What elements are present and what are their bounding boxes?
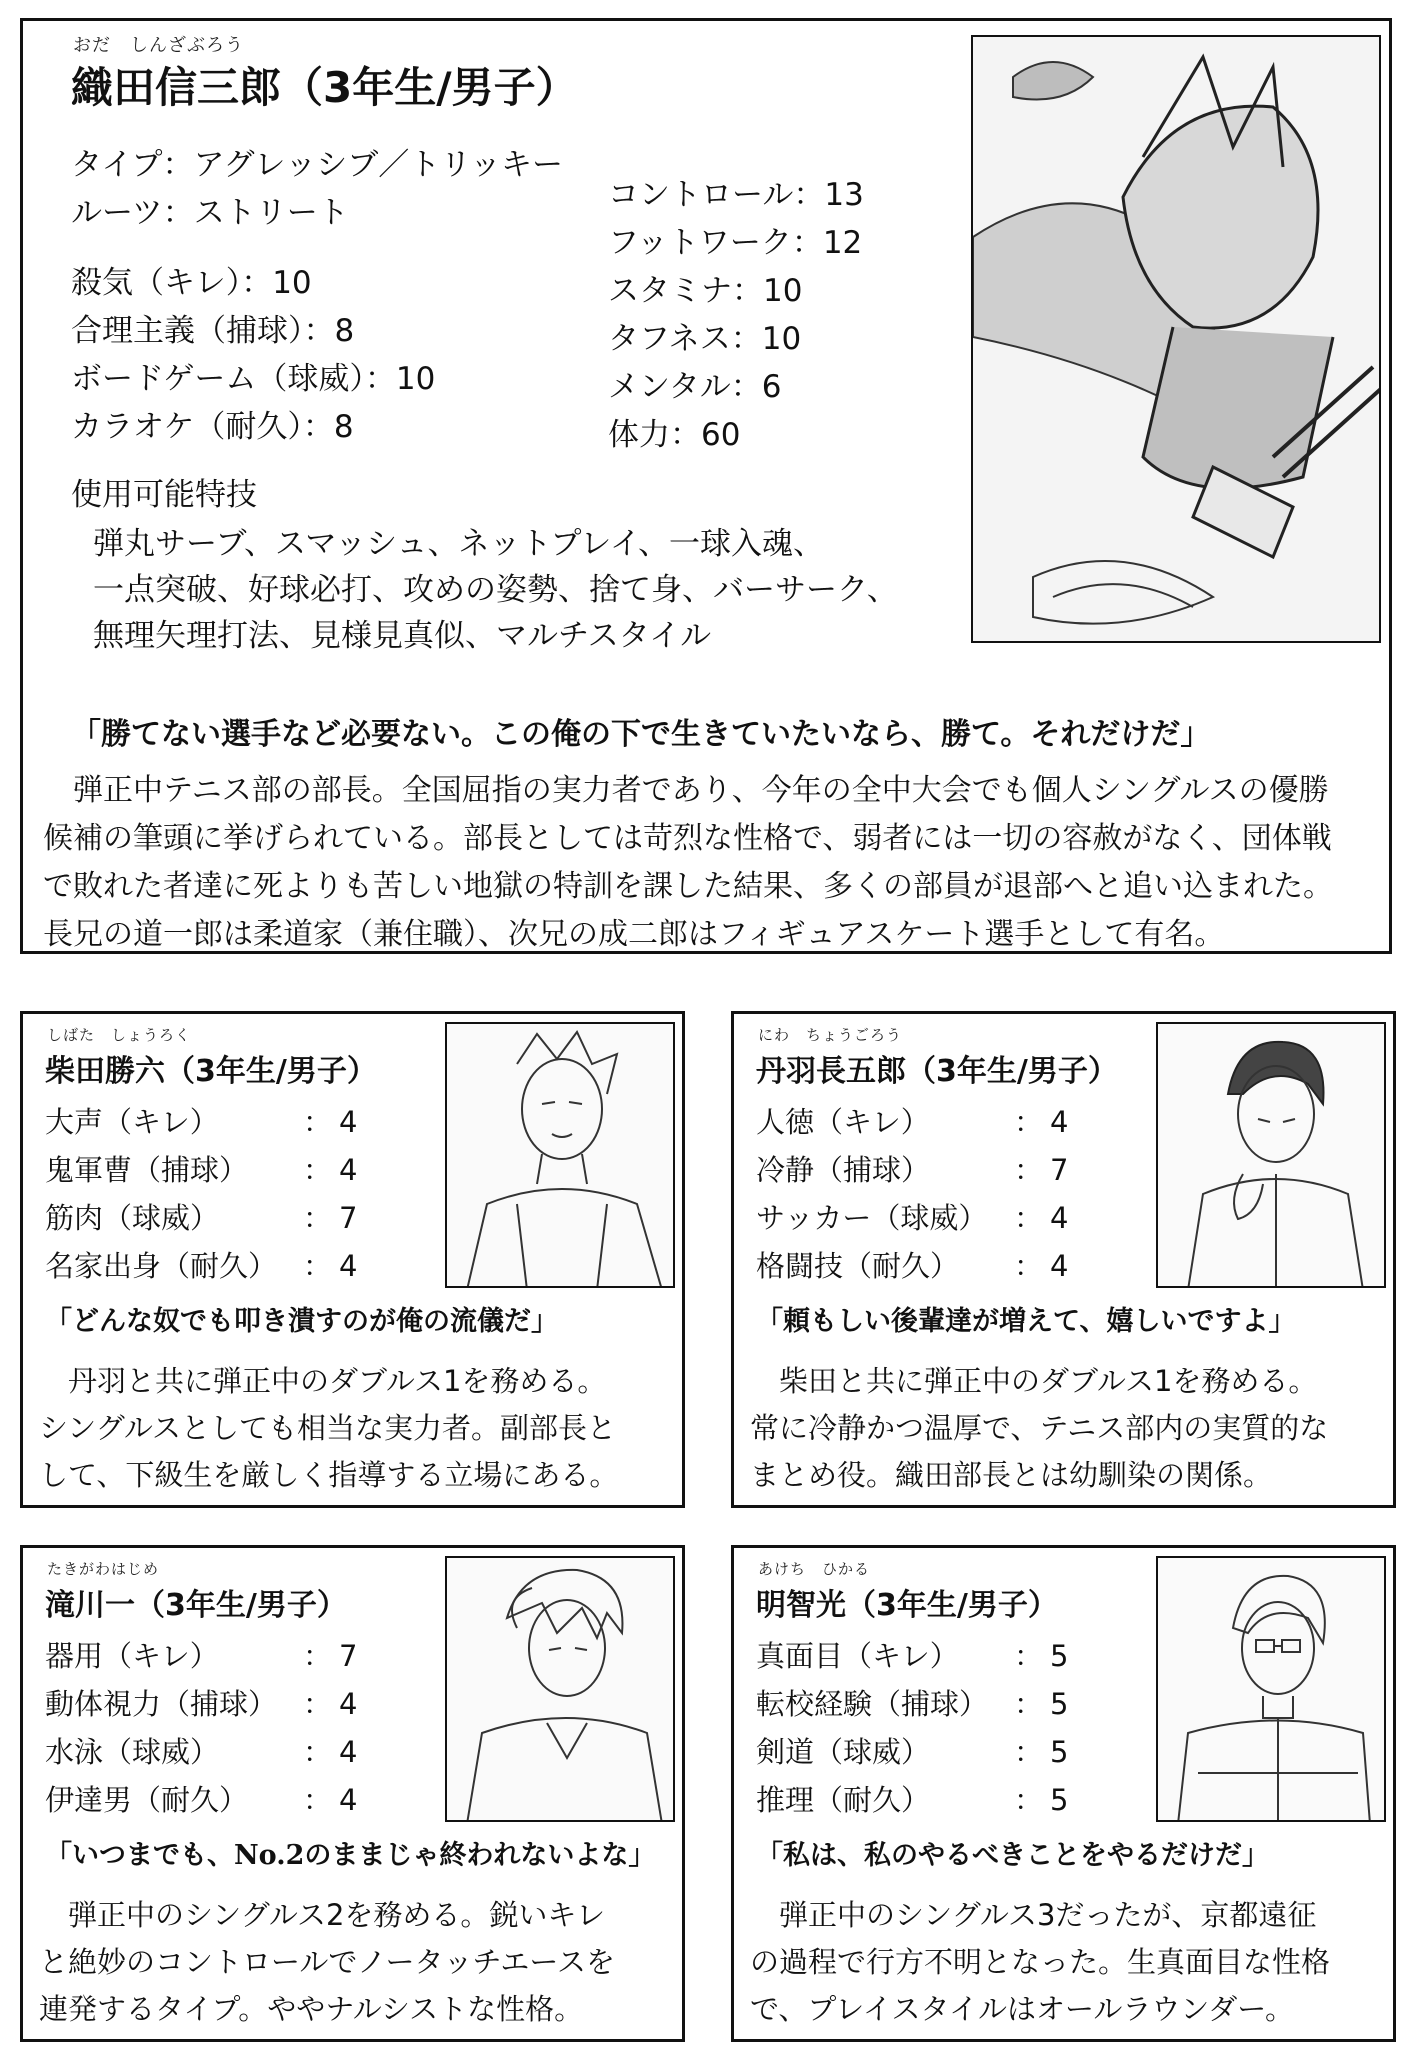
stat-row [756,1728,1068,1776]
name-ruby: あけち ひかる [758,1560,871,1578]
stat-separator: ： [1014,1639,1044,1673]
stat-value: 4 [1050,1249,1069,1283]
character-quote: 「頼もしい後輩達が増えて、嬉しいですよ」 [756,1306,1296,1337]
stat-list [756,1098,1068,1290]
stat-label: 水泳（球威） [45,1735,220,1769]
description-line: 丹羽と共に弾正中のダブルス1を務める。 [39,1364,607,1398]
main-profile-box [20,18,1392,954]
stat-value: 4 [339,1735,358,1769]
stat-value: 5 [1050,1783,1069,1817]
description-line: の過程で行方不明となった。生真面目な性格 [750,1945,1331,1979]
stat-label: 剣道（球威） [756,1735,931,1769]
stat-label: 鬼軍曹（捕球） [45,1153,249,1187]
description-line: で敗れた者達に死よりも苦しい地獄の特訓を課した結果、多くの部員が退部へと追い込まれた。 [43,869,1333,904]
stat-separator: ： [1014,1105,1044,1139]
description-line: まとめ役。織田部長とは幼馴染の関係。 [750,1458,1273,1492]
character-name: 滝川一（3年生/男子） [45,1588,347,1623]
stat-row [756,1680,1068,1728]
stat-label: 伊達男（耐久） [45,1783,249,1817]
stat-value: 4 [339,1105,358,1139]
stat-separator: ： [1014,1249,1044,1283]
stats-left [71,141,563,451]
stat-separator: ： [1014,1201,1044,1235]
main-description [43,767,1373,959]
stat-row [756,1098,1068,1146]
character-card [731,1545,1396,2042]
character-card [20,1545,685,2042]
stat-value: 7 [1050,1153,1069,1187]
character-quote: 「いつまでも、No.2のままじゃ終われないよな」 [45,1840,656,1871]
character-illustration [445,1022,675,1288]
stat-label: 名家出身（耐久） [45,1249,278,1283]
stat-label: 動体視力（捕球） [45,1687,278,1721]
stat-line: タフネス：10 [608,321,802,357]
stat-list [756,1632,1068,1824]
stat-list [45,1098,357,1290]
description-line: 連発するタイプ。ややナルシストな性格。 [39,1992,584,2026]
stat-label: 冷静（捕球） [756,1153,931,1187]
stat-separator: ： [303,1249,333,1283]
character-illustration [1156,1022,1386,1288]
type-stat: タイプ：アグレッシブ／トリッキー [71,147,563,183]
character-description [39,1358,675,1499]
stat-row [45,1098,357,1146]
stat-separator: ： [303,1783,333,1817]
description-line: シングルスとしても相当な実力者。副部長と [39,1411,616,1445]
stat-line: フットワーク：12 [608,225,863,261]
stat-value: 4 [1050,1201,1069,1235]
stat-value: 4 [339,1153,358,1187]
character-card [731,1011,1396,1508]
stat-label: 人徳（キレ） [756,1105,930,1139]
stat-separator: ： [303,1201,333,1235]
skills-line: 弾丸サーブ、スマッシュ、ネットプレイ、一球入魂、 [93,526,824,562]
stat-separator: ： [1014,1687,1044,1721]
stat-value: 4 [339,1249,358,1283]
stat-separator: ： [303,1153,333,1187]
stat-row [45,1680,357,1728]
description-line: 弾正中テニス部の部長。全国屈指の実力者であり、今年の全中大会でも個人シングルスの優勝 [43,773,1329,808]
stat-separator: ： [303,1687,333,1721]
stat-value: 4 [339,1783,358,1817]
stat-row [45,1776,357,1824]
name-ruby: おだ しんざぶろう [73,35,244,56]
stat-value: 5 [1050,1639,1069,1673]
stat-row [45,1194,357,1242]
stat-line: 体力：60 [608,417,741,453]
stat-label: 転校経験（捕球） [756,1687,989,1721]
stat-value: 5 [1050,1687,1069,1721]
stat-label: 器用（キレ） [45,1639,219,1673]
stat-row [756,1776,1068,1824]
stat-label: 真面目（キレ） [756,1639,959,1673]
skills-line: 一点突破、好球必打、攻めの姿勢、捨て身、バーサーク、 [93,572,898,608]
stat-separator: ： [303,1639,333,1673]
stat-row [45,1728,357,1776]
stat-label: 大声（キレ） [45,1105,219,1139]
main-quote: 「勝てない選手など必要ない。この俺の下で生きていたいなら、勝て。それだけだ」 [71,717,1211,752]
stat-row [756,1146,1068,1194]
character-name: 丹羽長五郎（3年生/男子） [756,1054,1118,1089]
description-line: 弾正中のシングルス2を務める。鋭いキレ [39,1898,606,1932]
stat-label: サッカー（球威） [756,1201,988,1235]
stat-line: 合理主義（捕球）：8 [71,313,355,349]
character-name: 明智光（3年生/男子） [756,1588,1058,1623]
description-line: 長兄の道一郎は柔道家（兼住職）、次兄の成二郎はフィギュアスケート選手として有名。 [43,917,1225,952]
character-quote: 「どんな奴でも叩き潰すのが俺の流儀だ」 [45,1306,558,1337]
stat-line: カラオケ（耐久）：8 [71,409,354,445]
character-name: 柴田勝六（3年生/男子） [45,1054,377,1089]
stat-value: 4 [1050,1105,1069,1139]
stat-value: 4 [339,1687,358,1721]
stat-list [45,1632,357,1824]
stat-row [45,1632,357,1680]
character-quote: 「私は、私のやるべきことをやるだけだ」 [756,1840,1269,1871]
stat-row [45,1146,357,1194]
character-description [750,1892,1386,2033]
roots-stat: ルーツ：ストリート [71,195,349,231]
description-line: で、プレイスタイルはオールラウンダー。 [750,1992,1295,2026]
character-illustration [1156,1556,1386,1822]
character-illustration [445,1556,675,1822]
stat-line: スタミナ：10 [608,273,803,309]
character-description [39,1892,675,2033]
description-line: 常に冷静かつ温厚で、テニス部内の実質的な [750,1411,1329,1445]
stat-label: 格闘技（耐久） [756,1249,960,1283]
stat-row [756,1632,1068,1680]
stat-separator: ： [1014,1783,1044,1817]
stat-separator: ： [303,1735,333,1769]
description-line: して、下級生を厳しく指導する立場にある。 [39,1458,619,1492]
stat-line: メンタル：6 [608,369,782,405]
skills-title: 使用可能特技 [71,477,257,513]
stat-line: 殺気（キレ）：10 [71,265,312,301]
stat-line: ボードゲーム（球威）：10 [71,361,436,397]
stat-separator: ： [303,1105,333,1139]
skills-list [93,521,898,659]
stat-value: 7 [339,1201,358,1235]
character-name: 織田信三郎（3年生/男子） [71,63,578,112]
stat-row [756,1242,1068,1290]
stat-row [756,1194,1068,1242]
description-line: 柴田と共に弾正中のダブルス1を務める。 [750,1364,1318,1398]
stat-value: 7 [339,1639,358,1673]
name-ruby: にわ ちょうごろう [758,1026,903,1044]
stat-line: コントロール：13 [608,177,864,213]
name-ruby: たきがわはじめ [47,1560,160,1578]
skills-line: 無理矢理打法、見様見真似、マルチスタイル [93,618,712,654]
character-description [750,1358,1386,1499]
description-line: 弾正中のシングルス3だったが、京都遠征 [750,1898,1317,1932]
stat-row [45,1242,357,1290]
stat-separator: ： [1014,1153,1044,1187]
name-ruby: しばた しょうろく [47,1026,192,1044]
description-line: 候補の筆頭に挙げられている。部長としては苛烈な性格で、弱者には一切の容赦がなく、団体戦 [43,821,1332,856]
stats-right [608,171,864,459]
stat-label: 筋肉（球威） [45,1201,220,1235]
character-illustration [971,35,1381,643]
stat-separator: ： [1014,1735,1044,1769]
description-line: と絶妙のコントロールでノータッチエースを [39,1945,615,1979]
character-card [20,1011,685,1508]
stat-label: 推理（耐久） [756,1783,931,1817]
stat-value: 5 [1050,1735,1069,1769]
